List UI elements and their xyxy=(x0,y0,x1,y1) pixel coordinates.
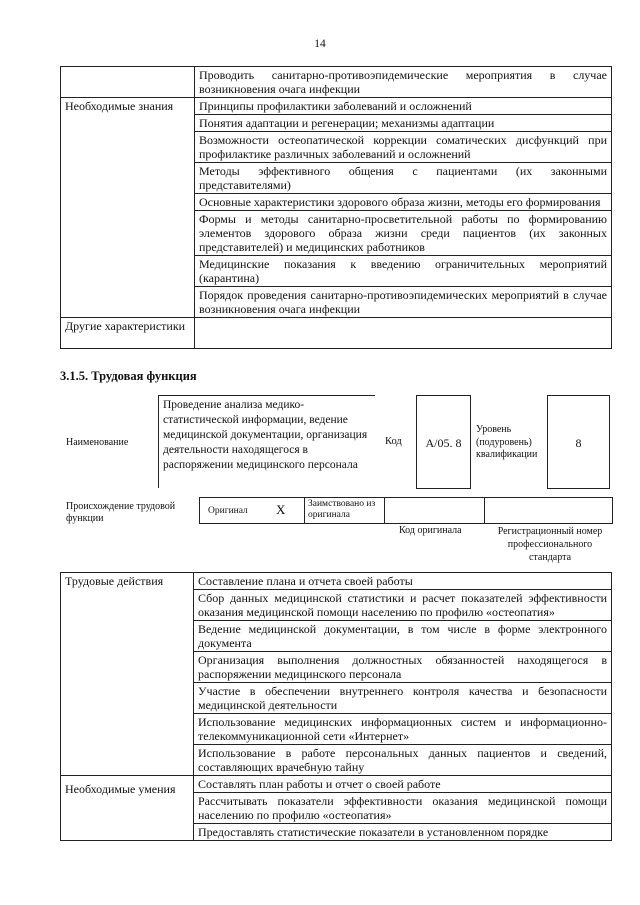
level-label: Уровень (подуровень) квалификации xyxy=(476,424,538,460)
row-label-skills: Необходимые умения xyxy=(61,776,194,841)
origin-label: Происхождение трудовой функции xyxy=(66,501,176,524)
row-label xyxy=(61,67,195,98)
table-row xyxy=(61,573,612,590)
table-row xyxy=(61,98,612,115)
reg-number-caption: Регистрационный номер профессионального стандарта xyxy=(497,526,603,563)
code-label: Код xyxy=(385,436,402,447)
section-title: 3.1.5. Трудовая функция xyxy=(60,369,197,383)
borrowed-label: Заимствовано из оригинала xyxy=(308,499,376,520)
table-cell: Составлять план работы и отчет о своей работе xyxy=(194,776,612,793)
table-cell: Рассчитывать показатели эффективности оказания медицинской помощи населению по профилю «остеопатия» xyxy=(194,793,612,824)
original-label: Оригинал xyxy=(208,506,248,516)
table-cell: Методы эффективного общения с пациентами (их законными представителями) xyxy=(195,163,612,194)
table-cell: Участие в обеспечении внутреннего контроля качества и безопасности медицинской деятельности xyxy=(194,683,612,714)
table-cell: Понятия адаптации и регенерации; механизмы адаптации xyxy=(195,115,612,132)
row-label-actions: Трудовые действия xyxy=(61,573,194,776)
origin-box xyxy=(199,497,613,524)
table-cell: Принципы профилактики заболеваний и осложнений xyxy=(195,98,612,115)
table-cell: Проводить санитарно-противоэпидемические мероприятия в случае возникновения очага инфекции xyxy=(195,67,612,98)
table-cell: Сбор данных медицинской статистики и расчет показателей эффективности оказания медицинской помощи населению по профилю «остеопатия» xyxy=(194,590,612,621)
original-mark: X xyxy=(276,502,286,517)
name-label: Наименование xyxy=(66,437,129,448)
name-value-box xyxy=(158,395,375,488)
code-original-caption: Код оригинала xyxy=(399,525,462,536)
divider xyxy=(384,498,385,523)
table-cell: Составление плана и отчета своей работы xyxy=(194,573,612,590)
table-cell: Организация выполнения должностных обязанностей находящегося в распоряжении медицинского персонала xyxy=(194,652,612,683)
row-label-knowledge: Необходимые знания xyxy=(61,98,195,318)
table-cell xyxy=(195,318,612,349)
knowledge-table xyxy=(60,66,612,349)
table-cell: Медицинские показания к введению ограничительных мероприятий (карантина) xyxy=(195,256,612,287)
code-box xyxy=(416,395,471,489)
table-row xyxy=(61,318,612,349)
table-cell: Основные характеристики здорового образа жизни, методы его формирования xyxy=(195,194,612,211)
labor-actions-table xyxy=(60,572,612,841)
table-cell: Порядок проведения санитарно-противоэпидемических мероприятий в случае возникновения очага инфекции xyxy=(195,287,612,318)
page-number: 14 xyxy=(314,38,326,50)
divider xyxy=(304,498,305,523)
table-cell: Использование медицинских информационных систем и информационно-телекоммуникационной сети «Интернет» xyxy=(194,714,612,745)
table-cell: Предоставлять статистические показатели в установленном порядке xyxy=(194,824,612,841)
table-cell: Формы и методы санитарно-просветительной работы по формированию элементов здорового образа жизни среди пациентов (их законных представителей) и медицинских работников xyxy=(195,211,612,256)
table-cell: Возможности остеопатической коррекции соматических дисфункций при профилактике различных заболеваний и осложнений xyxy=(195,132,612,163)
divider xyxy=(484,498,485,523)
table-cell: Использование в работе персональных данных пациентов и сведений, составляющих врачебную тайну xyxy=(194,745,612,776)
level-box xyxy=(547,395,610,489)
table-row xyxy=(61,67,612,98)
table-row xyxy=(61,776,612,793)
row-label-other: Другие характеристики xyxy=(61,318,195,349)
function-name: Проведение анализа медико-статистической информации, ведение медицинской документации, организация деятельности находящегося в распоряжении медицинского персонала xyxy=(163,399,368,471)
code-value: А/05. 8 xyxy=(425,436,462,450)
table-cell: Ведение медицинской документации, в том числе в форме электронного документа xyxy=(194,621,612,652)
level-value: 8 xyxy=(575,436,582,450)
